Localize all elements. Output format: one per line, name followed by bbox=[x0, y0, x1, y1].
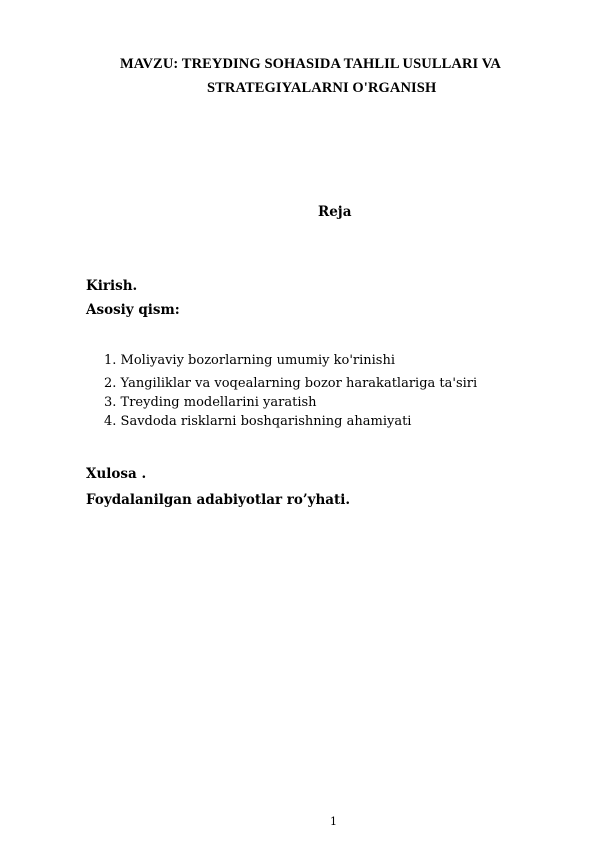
references-heading: Foydalanilgan adabiyotlar ro’yhati. bbox=[86, 492, 351, 508]
conclusion-heading: Xulosa . bbox=[86, 466, 147, 482]
plan-item: 2. Yangiliklar va voqealarning bozor harakatlariga ta'siri bbox=[104, 376, 478, 391]
main-part-heading: Asosiy qism: bbox=[86, 302, 180, 318]
plan-item: 4. Savdoda risklarni boshqarishning ahamiyati bbox=[104, 414, 412, 429]
plan-heading: Reja bbox=[318, 204, 352, 220]
plan-item: 1. Moliyaviy bozorlarning umumiy ko'rinishi bbox=[104, 353, 395, 368]
document-title-line-1: MAVZU: TREYDING SOHASIDA TAHLIL USULLARI VA bbox=[120, 56, 502, 72]
document-title-line-2: STRATEGIYALARNI O'RGANISH bbox=[207, 80, 437, 96]
page-number: 1 bbox=[330, 815, 337, 828]
plan-list bbox=[104, 351, 477, 431]
plan-item: 3. Treyding modellarini yaratish bbox=[104, 395, 317, 410]
intro-heading: Kirish. bbox=[86, 278, 138, 294]
